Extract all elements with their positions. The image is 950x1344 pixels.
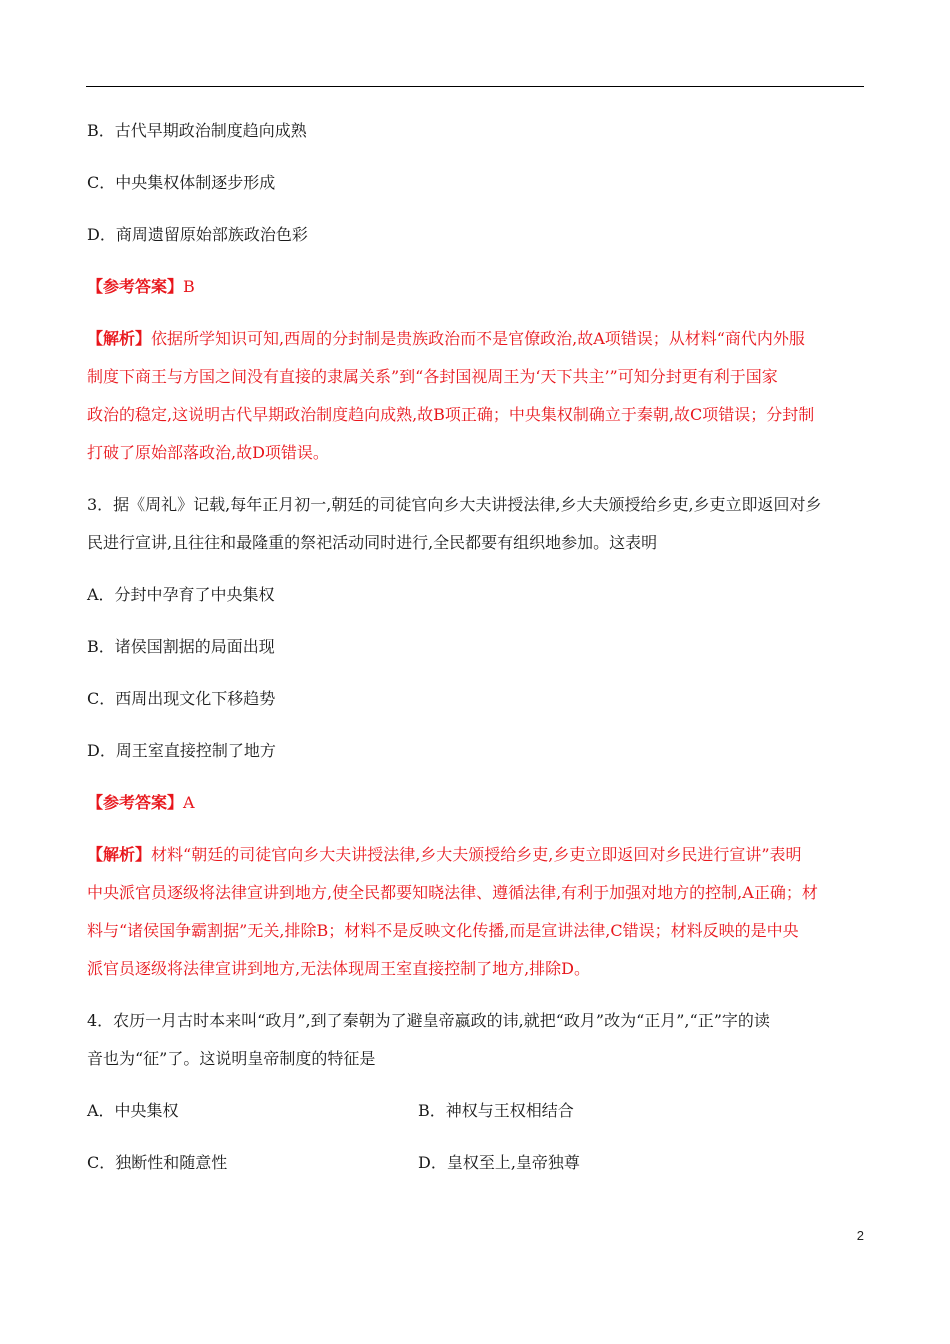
q3-stem-line1: 3．据《周礼》记载,每年正月初一,朝廷的司徒官向乡大夫讲授法律,乡大夫颁授给乡吏,乡吏立即返回对乡 <box>87 495 822 514</box>
answer-value: A <box>183 793 195 812</box>
q3-analysis-line2: 中央派官员逐级将法律宣讲到地方,使全民都要知晓法律、遵循法律,有利于加强对地方的控制,A正确；材 <box>87 883 818 902</box>
q2-option-d: D．商周遗留原始部族政治色彩 <box>87 225 308 244</box>
answer-value: B <box>183 277 195 296</box>
q3-stem <box>87 486 859 562</box>
header-rule <box>86 86 864 87</box>
q3-stem-line2: 民进行宣讲,且往往和最隆重的祭祀活动同时进行,全民都要有组织地参加。这表明 <box>87 533 658 552</box>
q3-answer <box>87 784 859 822</box>
q2-analysis-line4: 打破了原始部落政治,故D项错误。 <box>87 443 329 462</box>
q3-analysis-line1: 【解析】材料“朝廷的司徒官向乡大夫讲授法律,乡大夫颁授给乡吏,乡吏立即返回对乡民进行宣讲”表明 <box>87 845 802 864</box>
q4-stem-line2: 音也为“征”了。这说明皇帝制度的特征是 <box>87 1049 376 1068</box>
q2-analysis-line3: 政治的稳定,这说明古代早期政治制度趋向成熟,故B项正确；中央集权制确立于秦朝,故C项错误；分封制 <box>87 405 815 424</box>
q2-analysis <box>87 320 859 472</box>
q3-option-c: C．西周出现文化下移趋势 <box>87 689 276 708</box>
q4-option-c: C．独断性和随意性 <box>87 1153 228 1172</box>
q4-option-d: D．皇权至上,皇帝独尊 <box>418 1153 580 1172</box>
answer-tag: 【参考答案】 <box>87 793 184 812</box>
q3-analysis <box>87 836 859 988</box>
analysis-tag: 【解析】 <box>87 329 152 348</box>
q2-analysis-line2: 制度下商王与方国之间没有直接的隶属关系”到“各封国视周王为‘天下共主’”可知分封更有利于国家 <box>87 367 778 386</box>
q3-option-b: B．诸侯国割据的局面出现 <box>87 637 275 656</box>
page-number: 2 <box>856 1228 864 1243</box>
analysis-tag: 【解析】 <box>87 845 152 864</box>
q2-answer <box>87 268 859 306</box>
q3-analysis-line4: 派官员逐级将法律宣讲到地方,无法体现周王室直接控制了地方,排除D。 <box>87 959 591 978</box>
q4-options-row1 <box>87 1092 859 1130</box>
answer-tag: 【参考答案】 <box>87 277 184 296</box>
q2-option-c: C．中央集权体制逐步形成 <box>87 173 276 192</box>
q3-option-a: A．分封中孕育了中央集权 <box>87 585 275 604</box>
document-body <box>87 112 859 1182</box>
q3-option-d: D．周王室直接控制了地方 <box>87 741 276 760</box>
q2-option-b: B．古代早期政治制度趋向成熟 <box>87 121 307 140</box>
q4-stem <box>87 1002 859 1078</box>
q4-options-row2 <box>87 1144 859 1182</box>
q2-analysis-line1: 【解析】依据所学知识可知,西周的分封制是贵族政治而不是官僚政治,故A项错误；从材料“商代内外服 <box>87 329 805 348</box>
q4-option-a: A．中央集权 <box>87 1101 179 1120</box>
q3-analysis-line3: 料与“诸侯国争霸割据”无关,排除B；材料不是反映文化传播,而是宣讲法律,C错误；材料反映的是中央 <box>87 921 799 940</box>
q4-stem-line1: 4．农历一月古时本来叫“政月”,到了秦朝为了避皇帝嬴政的讳,就把“政月”改为“正月”,“正”字的读 <box>87 1011 770 1030</box>
q4-option-b: B．神权与王权相结合 <box>418 1101 574 1120</box>
